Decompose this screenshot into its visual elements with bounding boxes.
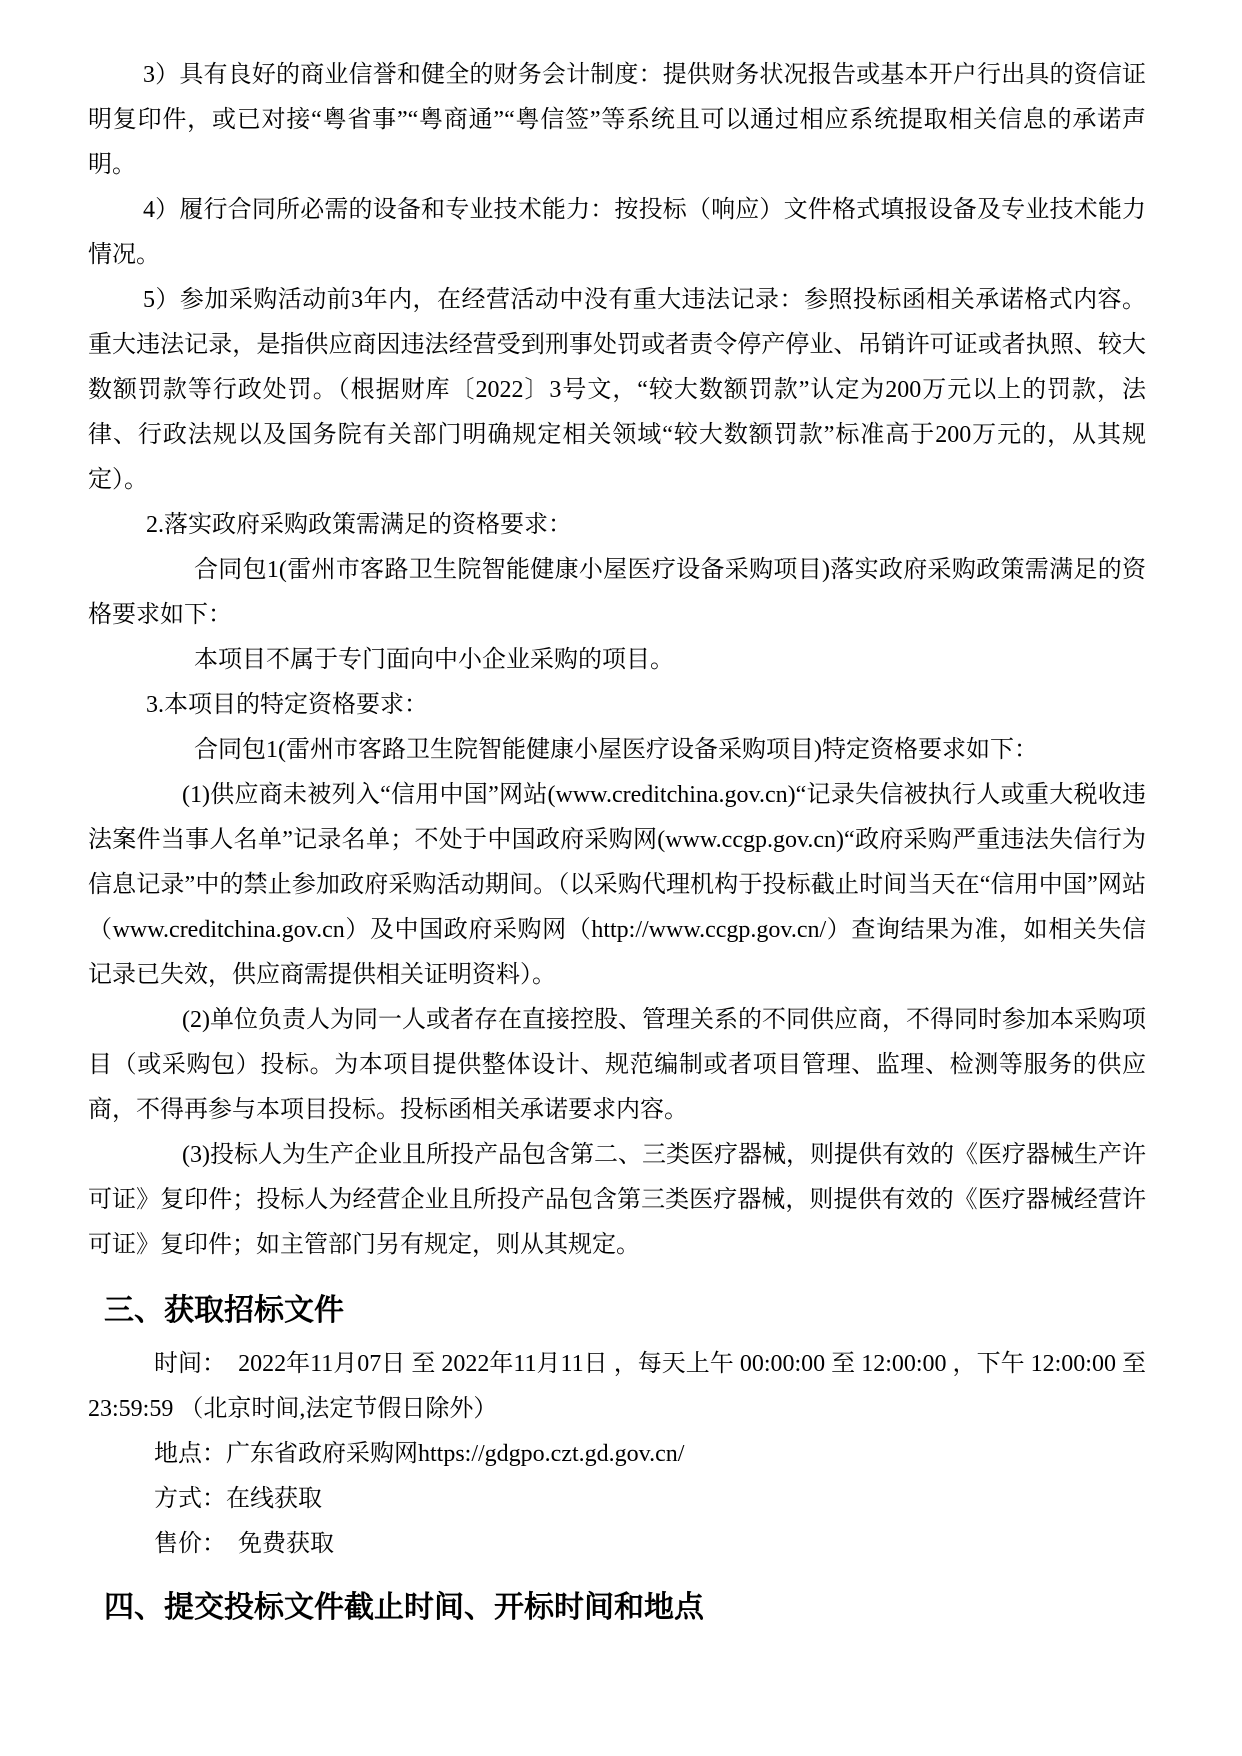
obtain-price: 售价： 免费获取 <box>154 1531 334 1557</box>
specific-item-credit-check: (1)供应商未被列入“信用中国”网站(www.creditchina.gov.cn)“记录失信被执行人或重大税收违法案件当事人名单”记录名单；不处于中国政府采购网(www.ccgp.gov.cn)“政府采购严重违法失信行为信息记录”中的禁止参加政府采购活动期间。（以采购代理机构于投标截止时间当天在“信用中国”网站（www.creditchina.gov.cn）及中国政府采购网（http://www.ccgp.gov.cn/）查询结果为准，如相关失信记录已失效，供应商需提供相关证明资料）。 <box>88 782 1146 988</box>
clause-no-major-violations: 5）参加采购活动前3年内，在经营活动中没有重大违法记录：参照投标函相关承诺格式内容。重大违法记录，是指供应商因违法经营受到刑事处罚或者责令停产停业、吊销许可证或者执照、较大数额罚款等行政处罚。（根据财库〔2022〕3号文，“较大数额罚款”认定为200万元以上的罚款，法律、行政法规以及国务院有关部门明确规定相关领域“较大数额罚款”标准高于200万元的，从其规定）。 <box>88 287 1146 493</box>
obtain-location: 地点：广东省政府采购网https://gdgpo.czt.gd.gov.cn/ <box>154 1441 685 1467</box>
policy-requirements-title: 2.落实政府采购政策需满足的资格要求： <box>146 512 572 538</box>
clause-equipment-capability: 4）履行合同所必需的设备和专业技术能力：按投标（响应）文件格式填报设备及专业技术能力情况。 <box>88 197 1146 268</box>
section-heading-submission-deadline: 四、提交投标文件截止时间、开标时间和地点 <box>104 1591 704 1624</box>
specific-item-same-responsible-person: (2)单位负责人为同一人或者存在直接控股、管理关系的不同供应商，不得同时参加本采购项目（或采购包）投标。为本项目提供整体设计、规范编制或者项目管理、监理、检测等服务的供应商，不得再参与本项目投标。投标函相关承诺要求内容。 <box>88 1007 1146 1123</box>
obtain-method: 方式：在线获取 <box>154 1486 322 1512</box>
obtain-time: 时间： 2022年11月07日 至 2022年11月11日 ，每天上午 00:00:00 至 12:00:00 ，下午 12:00:00 至 23:59:59 （北京时间,法定节假日除外） <box>88 1351 1146 1422</box>
specific-requirements-title: 3.本项目的特定资格要求： <box>146 692 428 718</box>
specific-package-line: 合同包1(雷州市客路卫生院智能健康小屋医疗设备采购项目)特定资格要求如下： <box>194 737 1038 763</box>
policy-package-line: 合同包1(雷州市客路卫生院智能健康小屋医疗设备采购项目)落实政府采购政策需满足的资格要求如下： <box>88 557 1146 628</box>
policy-note: 本项目不属于专门面向中小企业采购的项目。 <box>194 647 674 673</box>
specific-item-medical-device-license: (3)投标人为生产企业且所投产品包含第二、三类医疗器械，则提供有效的《医疗器械生产许可证》复印件；投标人为经营企业且所投产品包含第三类医疗器械，则提供有效的《医疗器械经营许可证》复印件；如主管部门另有规定，则从其规定。 <box>88 1142 1146 1258</box>
section-heading-obtain-tender-documents: 三、获取招标文件 <box>104 1294 344 1327</box>
clause-credit-standing: 3）具有良好的商业信誉和健全的财务会计制度：提供财务状况报告或基本开户行出具的资信证明复印件，或已对接“粤省事”“粤商通”“粤信签”等系统且可以通过相应系统提取相关信息的承诺声明。 <box>88 62 1146 178</box>
